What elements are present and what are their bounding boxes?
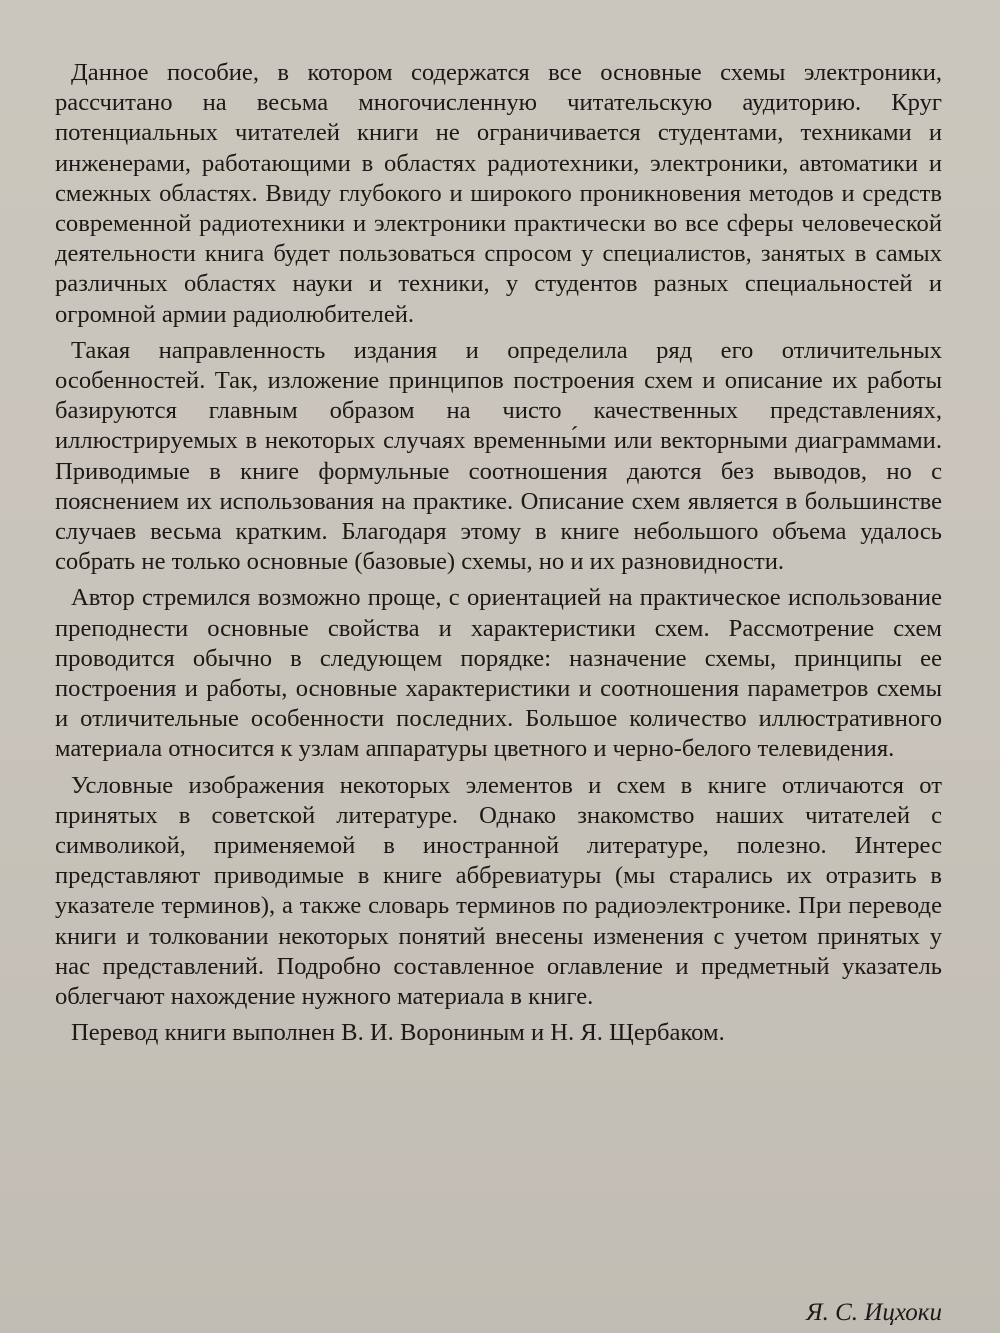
paragraph-5-translators: Перевод книги выполнен В. И. Ворониным и Н. Я. Щербаком. (71, 1019, 725, 1047)
paragraph-4: Условные изображения некоторых элементов и схем в книге отличаются от принятых в советской литературе. Однако знакомство наших читателей с символикой, применяемой в иностранной литературе, полезно. Интерес представляют приводимые в книге аббревиатуры (мы старались их отразить в указателе терминов), а также словарь терминов по радиоэлектронике. При переводе книги и толковании некоторых понятий внесены изменения с учетом принятых у нас представлений. Подробно составленное оглавление и предметный указатель облегчают нахождение нужного материала в книге. (55, 771, 942, 1011)
paragraph-2: Такая направленность издания и определила ряд его отличительных особенностей. Так, изложение принципов построения схем и описание их работы базируются главным образом на чисто качественных представлениях, иллюстрируемых в некоторых случаях временны́ми или векторными диаграммами. Приводимые в книге формульные соотношения даются без выводов, но с пояснением их использования на практике. Описание схем является в большинстве случаев весьма кратким. Благодаря этому в книге небольшого объема удалось собрать не только основные (базовые) схемы, но и их разновидности. (55, 336, 942, 576)
paragraph-1: Данное пособие, в котором содержатся все основные схемы электроники, рассчитано на весьма многочисленную читательскую аудиторию. Круг потенциальных читателей книги не ограничивается студентами, техниками и инженерами, работающими в областях радиотехники, электроники, автоматики и смежных областях. Ввиду глубокого и широкого проникновения методов и средств современной радиотехники и электроники практически во все сферы человеческой деятельности книга будет пользоваться спросом у специалистов, занятых в самых различных областях науки и техники, у студентов разных специальностей и огромной армии радиолюбителей. (55, 59, 942, 328)
paragraph-3: Автор стремился возможно проще, с ориентацией на практическое использование преподнести основные свойства и характеристики схем. Рассмотрение схем проводится обычно в следующем порядке: назначение схемы, принципы ее построения и работы, основные характеристики и соотношения параметров схемы и отличительные особенности последних. Большое количество иллюстративного материала относится к узлам аппаратуры цветного и черно-белого телевидения. (55, 584, 942, 763)
author-signature: Я. С. Ицхоки (806, 1299, 942, 1326)
